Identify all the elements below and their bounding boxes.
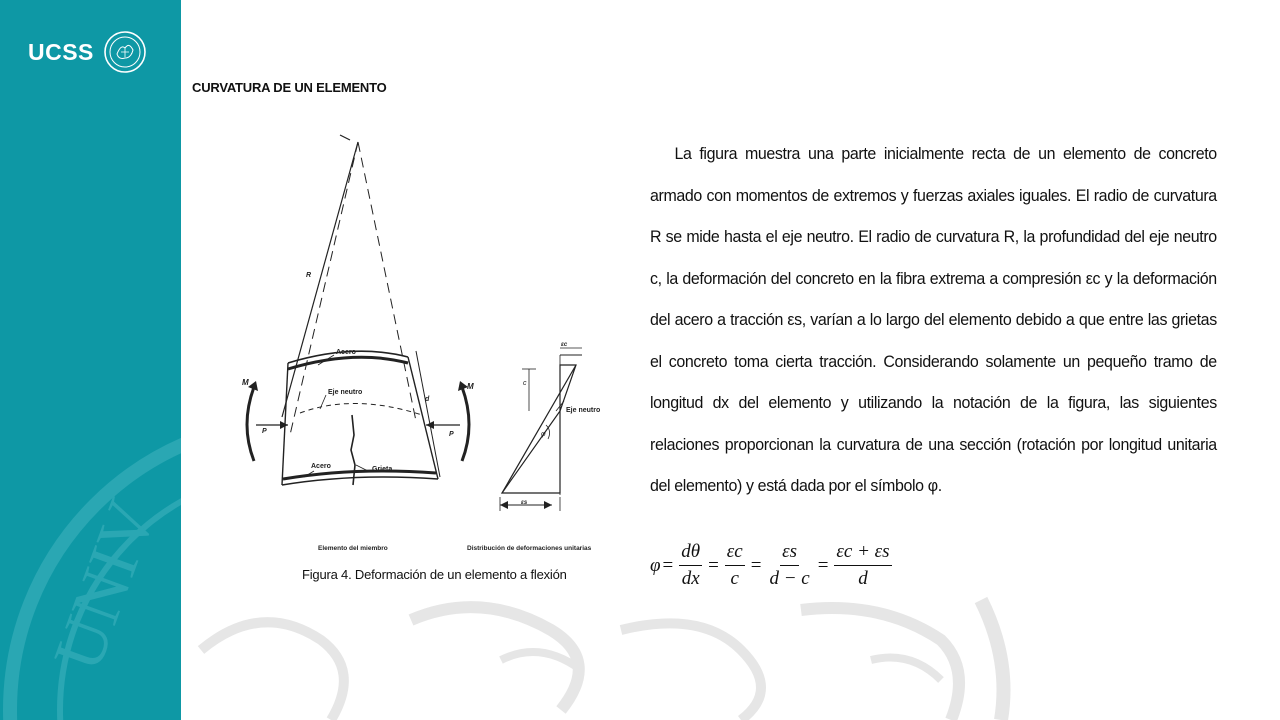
fraction-sum-d [834, 541, 891, 590]
curvature-formula [650, 541, 896, 590]
label-eje-neutro: Eje neutro [328, 389, 363, 396]
label-d: d [425, 396, 430, 403]
formula-lhs: φ [650, 554, 661, 576]
label-R: R [306, 272, 312, 279]
paragraph-text: La figura muestra una parte inicialmente recta de un elemento de concreto armado con momentos de extremos y fuerzas axiales iguales. El radio de curvatura R se mide hasta el eje neutro. El radio de curvatura R, la profundidad del eje neutro c, la deformación del concreto en la fibra extrema a compresión εc y la deformación del acero a tracción εs, varían a lo largo del elemento debido a que entre las grietas el concreto toma cierta tracción. Considerando solamente un pequeño tramo de longitud dx del elemento y utilizando la notación de la figura, las siguientes relaciones proporcionan la curvatura de una sección (rotación por longitud unitaria del elemento) y está dada por el símbolo φ. [650, 144, 1217, 495]
formula-equals-4: = [817, 554, 829, 576]
label-es: εs [521, 500, 528, 506]
fraction-dtheta-dx [679, 541, 702, 590]
watermark-seal-side [0, 380, 181, 720]
label-M-right: M [467, 382, 474, 391]
fraction-denominator: dx [681, 568, 700, 589]
ucss-logo [28, 30, 153, 74]
sidebar [0, 0, 181, 720]
label-P-left: P [262, 428, 267, 435]
sublabel-element: Elemento del miembro [318, 545, 388, 552]
label-M-left: M [242, 378, 249, 387]
watermark-seal-main [181, 590, 1280, 720]
formula-equals-1: = [662, 554, 674, 576]
formula-equals-3: = [750, 554, 762, 576]
fraction-numerator: εc [725, 541, 745, 566]
fraction-denominator: d [858, 568, 868, 589]
figure-caption: Figura 4. Deformación de un elemento a flexión [302, 567, 567, 582]
body-paragraph [650, 133, 1217, 507]
curvature-figure [230, 125, 630, 565]
label-phi: φ [541, 431, 546, 438]
label-ec: εc [561, 342, 568, 348]
university-seal-icon [97, 30, 153, 74]
logo-text: UCSS [28, 38, 94, 65]
label-acero-bottom: Acero [311, 463, 331, 470]
fraction-denominator: c [730, 568, 739, 589]
label-eje-neutro-right: Eje neutro [566, 407, 601, 414]
fraction-denominator: d − c [769, 568, 810, 589]
label-c: c [523, 380, 527, 387]
fraction-numerator: εs [780, 541, 799, 566]
svg-text:UNIV: UNIV [39, 490, 172, 681]
fraction-numerator: dθ [679, 541, 702, 566]
label-P-right: P [449, 431, 454, 438]
label-acero-top: Acero [336, 349, 356, 356]
sublabel-strain: Distribución de deformaciones unitarias [467, 545, 592, 552]
fraction-ec-c [725, 541, 745, 590]
label-grieta: Grieta [372, 466, 393, 473]
fraction-numerator: εc + εs [834, 541, 891, 566]
slide-title: CURVATURA DE UN ELEMENTO [192, 80, 387, 95]
formula-equals-2: = [708, 554, 719, 576]
fraction-es-d-minus-c [767, 541, 811, 590]
